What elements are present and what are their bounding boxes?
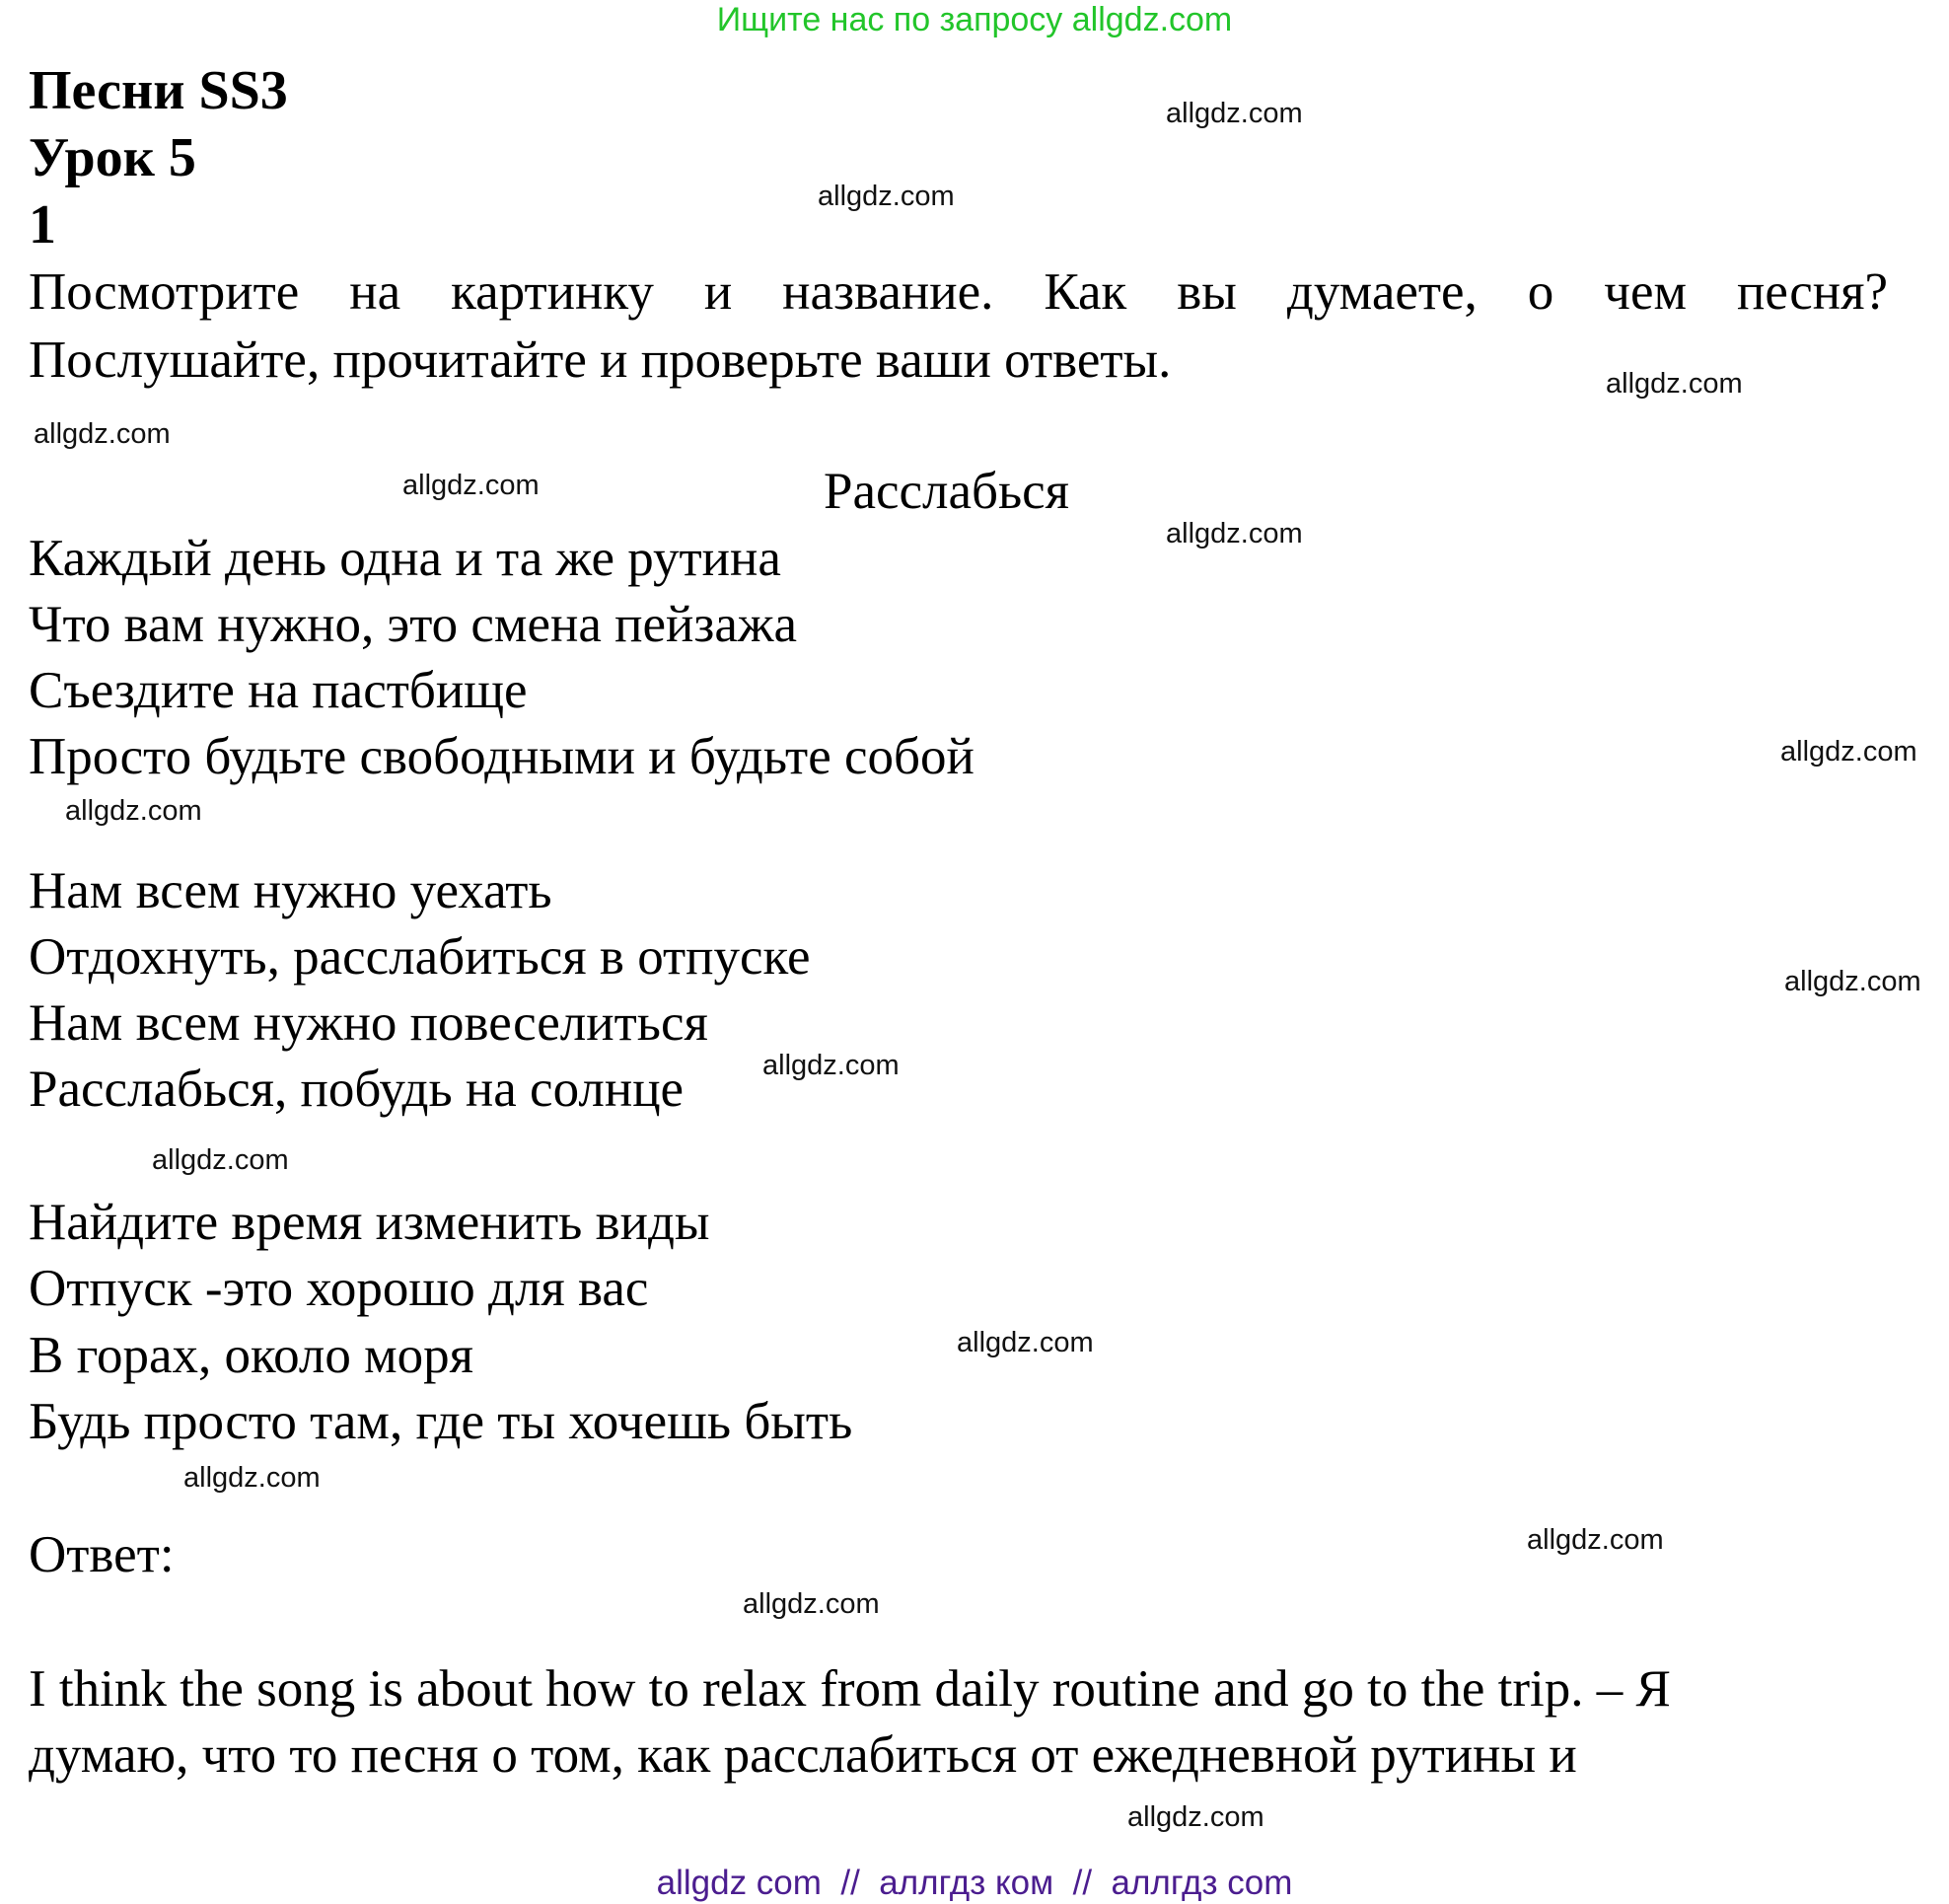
header-banner[interactable]: Ищите нас по запросу allgdz.com	[716, 1, 1233, 38]
lyric-line: В горах, около моря	[29, 1327, 474, 1384]
lyric-line: Нам всем нужно повеселиться	[29, 994, 708, 1052]
watermark: allgdz.com	[957, 1327, 1094, 1358]
footer-banner[interactable]: allgdz com // аллгдз ком // аллгдз com	[656, 1864, 1293, 1902]
lyric-line: Каждый день одна и та же рутина	[29, 530, 781, 587]
lyric-line: Съездите на пастбище	[29, 662, 528, 719]
watermark: allgdz.com	[743, 1588, 880, 1620]
lyric-line: Отпуск -это хорошо для вас	[29, 1260, 649, 1317]
lyric-line: Отдохнуть, расслабиться в отпуске	[29, 928, 811, 986]
watermark: allgdz.com	[65, 795, 202, 827]
watermark: allgdz.com	[1527, 1524, 1664, 1556]
instruction-line-2: Послушайте, прочитайте и проверьте ваши ответы.	[29, 331, 1172, 389]
answer-label: Ответ:	[29, 1526, 175, 1583]
watermark: allgdz.com	[1166, 518, 1303, 549]
watermark: allgdz.com	[1166, 98, 1303, 129]
watermark: allgdz.com	[762, 1050, 900, 1081]
watermark: allgdz.com	[1784, 966, 1921, 997]
answer-line-2: думаю, что то песня о том, как расслабиться от ежедневной рутины и	[29, 1726, 1577, 1784]
lyric-line: Что вам нужно, это смена пейзажа	[29, 596, 797, 653]
watermark: allgdz.com	[34, 418, 171, 450]
watermark: allgdz.com	[152, 1144, 289, 1176]
exercise-number: 1	[29, 194, 56, 256]
answer-line-1: I think the song is about how to relax from daily routine and go to the trip. – Я	[29, 1660, 1671, 1718]
watermark: allgdz.com	[818, 181, 955, 212]
watermark: allgdz.com	[1127, 1801, 1264, 1833]
lyric-line: Просто будьте свободными и будьте собой	[29, 728, 974, 785]
lyric-line: Расслабься, побудь на солнце	[29, 1061, 685, 1118]
instruction-line-1: Посмотрите на картинку и название. Как вы думаете, о чем песня?	[29, 263, 1888, 321]
song-title: Расслабься	[824, 463, 1070, 520]
lyric-line: Нам всем нужно уехать	[29, 862, 552, 919]
watermark: allgdz.com	[402, 470, 540, 501]
watermark: allgdz.com	[1606, 368, 1743, 400]
lyric-line: Будь просто там, где ты хочешь быть	[29, 1393, 853, 1450]
watermark: allgdz.com	[1780, 736, 1917, 768]
watermark: allgdz.com	[183, 1462, 321, 1494]
lesson-title: Урок 5	[29, 127, 196, 188]
lyric-line: Найдите время изменить виды	[29, 1194, 710, 1251]
page-title: Песни SS3	[29, 60, 288, 121]
